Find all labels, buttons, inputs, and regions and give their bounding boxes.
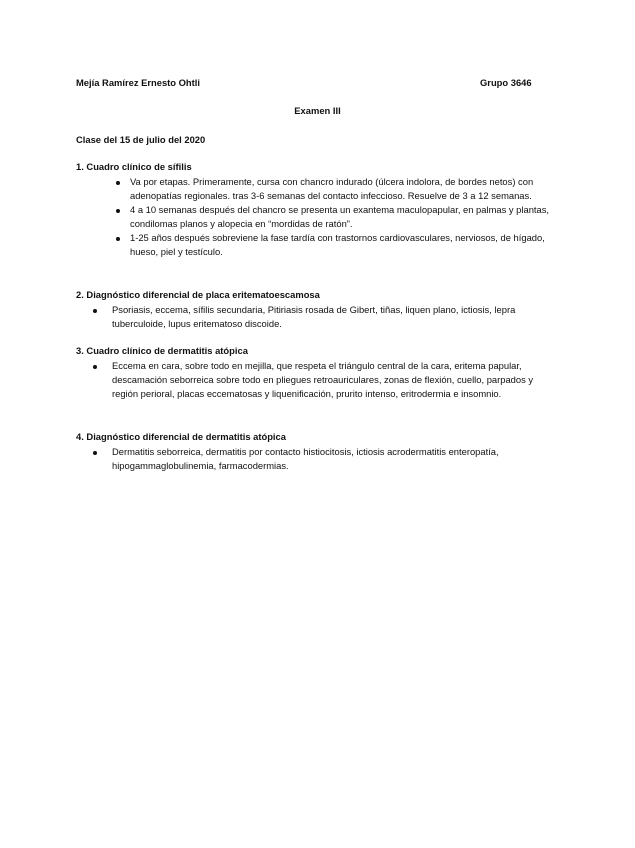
group-number: Grupo 3646 bbox=[480, 77, 532, 88]
list-item-text: Va por etapas. Primeramente, cursa con chancro indurado (úlcera indolora, de bordes netos) con adenopatías regionales. tras 3-6 semanas del contacto infeccioso. Resuelve de 3 a 12 semanas. bbox=[130, 176, 534, 201]
section-title: 3. Cuadro clínico de dermatitis atópica bbox=[76, 345, 248, 356]
class-date: Clase del 15 de julio del 2020 bbox=[76, 134, 206, 145]
list-item-text: 1-25 años después sobreviene la fase tardía con trastornos cardiovasculares, nerviosos, de hígado, hueso, piel y testículo. bbox=[130, 232, 545, 257]
bullet-dot-icon bbox=[93, 309, 97, 313]
bullet-list bbox=[76, 175, 556, 259]
list-item bbox=[76, 175, 556, 203]
bullet-dot-icon bbox=[93, 451, 97, 455]
list-item bbox=[76, 445, 556, 473]
bullet-dot-icon bbox=[116, 209, 120, 213]
section-erythematosquamous-differential bbox=[76, 288, 556, 331]
section-atopic-dermatitis-clinical bbox=[76, 344, 556, 401]
list-item-text: Psoriasis, eccema, sífilis secundaria, Pitiriasis rosada de Gibert, tiñas, liquen plano, ictiosis, lepra tuberculoide, lupus eritematoso discoide. bbox=[112, 304, 516, 329]
bullet-list bbox=[76, 445, 556, 473]
section-title: 4. Diagnóstico diferencial de dermatitis atópica bbox=[76, 431, 286, 442]
bullet-list bbox=[76, 303, 556, 331]
section-syphilis-clinical bbox=[76, 160, 556, 259]
list-item bbox=[76, 359, 556, 401]
exam-title: Examen III bbox=[294, 105, 341, 116]
list-item-text: Dermatitis seborreica, dermatitis por contacto histiocitosis, ictiosis acrodermatitis enteropatía, hipogammaglobulinemia, farmacodermias. bbox=[112, 446, 499, 471]
section-title: 1. Cuadro clínico de sífilis bbox=[76, 161, 192, 172]
section-title: 2. Diagnóstico diferencial de placa eritematoescamosa bbox=[76, 289, 320, 300]
section-atopic-dermatitis-differential bbox=[76, 430, 556, 473]
list-item bbox=[76, 231, 556, 259]
list-item bbox=[76, 203, 556, 231]
list-item-text: 4 a 10 semanas después del chancro se presenta un exantema maculopapular, en palmas y plantas, condilomas planos y alopecia en “mordidas de ratón”. bbox=[130, 204, 550, 229]
bullet-list bbox=[76, 359, 556, 401]
bullet-dot-icon bbox=[93, 365, 97, 369]
bullet-dot-icon bbox=[116, 237, 120, 241]
list-item bbox=[76, 303, 556, 331]
bullet-dot-icon bbox=[116, 181, 120, 185]
student-name: Mejía Ramírez Ernesto Ohtli bbox=[76, 77, 200, 88]
list-item-text: Eccema en cara, sobre todo en mejilla, que respeta el triángulo central de la cara, eritema papular, descamación seborreica sobre todo en pliegues retroauriculares, zonas de flexión, cuello, parpados y región perioral, placas eccematosas y liquenificación, prurito intenso, eritrodermia e insomnio. bbox=[112, 360, 534, 399]
